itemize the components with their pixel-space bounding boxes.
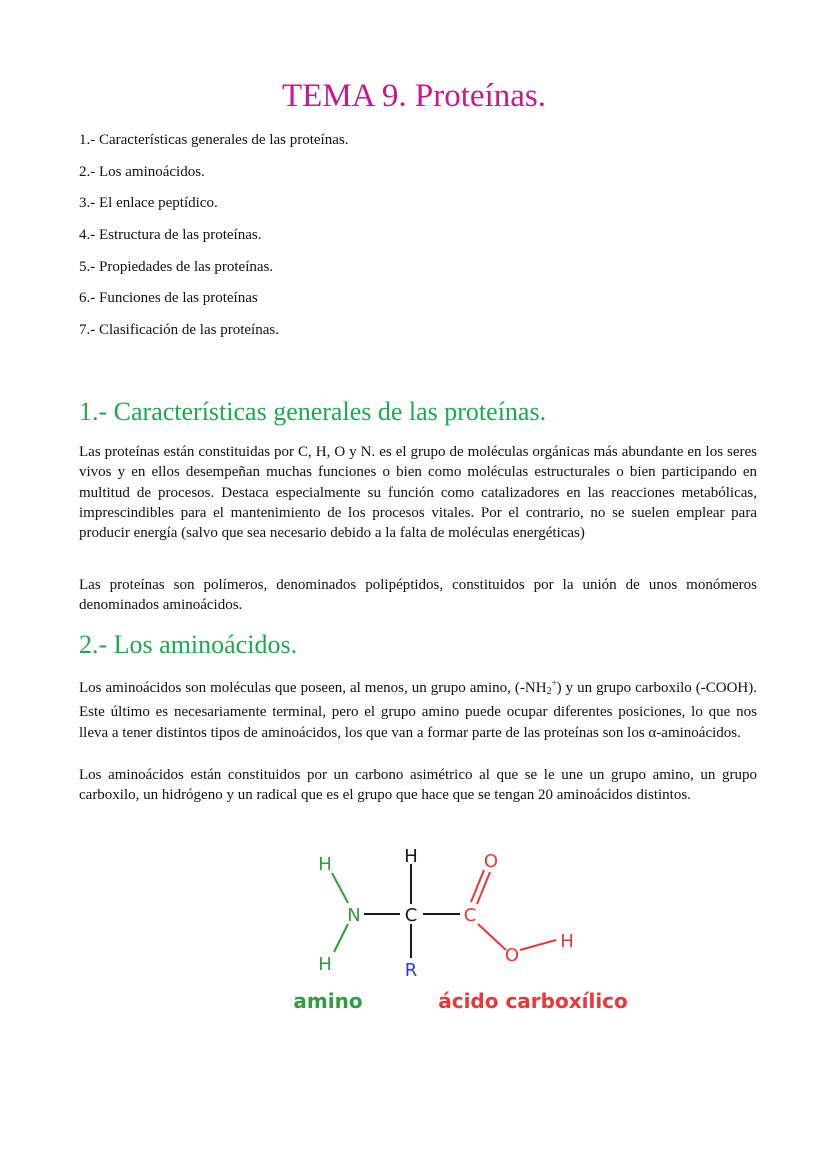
atom-h-top: H bbox=[404, 846, 418, 867]
bond-h-n-bottom bbox=[334, 924, 348, 952]
section-2-paragraph-1 bbox=[79, 673, 757, 743]
atom-c-carboxyl: C bbox=[463, 905, 477, 926]
atom-r: R bbox=[404, 960, 418, 981]
atom-o-double: O bbox=[483, 851, 499, 872]
atom-o-single: O bbox=[504, 945, 520, 966]
atom-h-amino-top: H bbox=[318, 854, 332, 875]
toc-item: 1.- Características generales de las proteínas. bbox=[79, 132, 349, 148]
amino-acid-diagram bbox=[280, 840, 640, 1020]
bond-h-n-top bbox=[332, 873, 348, 903]
label-amino: amino bbox=[293, 989, 363, 1013]
toc-item: 2.- Los aminoácidos. bbox=[79, 163, 205, 180]
section-2-heading: 2.- Los aminoácidos. bbox=[79, 630, 298, 659]
atom-n: N bbox=[347, 905, 361, 926]
toc-item: 6.- Funciones de las proteínas bbox=[79, 290, 258, 307]
atom-c-alpha: C bbox=[404, 905, 418, 926]
table-of-contents bbox=[79, 130, 759, 352]
toc-item: 3.- El enlace peptídico. bbox=[79, 195, 218, 212]
section-1-paragraph-2: Las proteínas son polímeros, denominados polipéptidos, constituidos por la unión de unos monómeros denominados aminoácidos. bbox=[79, 577, 757, 614]
toc-item: 7.- Clasificación de las proteínas. bbox=[79, 322, 279, 339]
label-carboxyl: ácido carboxílico bbox=[438, 989, 628, 1013]
atom-h-hydroxyl: H bbox=[560, 931, 574, 952]
subscript: 2 bbox=[546, 686, 552, 697]
bond-o-h bbox=[520, 940, 556, 950]
section-2-paragraph-2: Los aminoácidos están constituidos por un carbono asimétrico al que se le une un grupo amino, un grupo carboxilo, un hidrógeno y un radical que es el grupo que hace que se tengan 20 aminoácidos distintos. bbox=[79, 767, 757, 804]
atom-h-amino-bottom: H bbox=[318, 954, 332, 975]
superscript: + bbox=[551, 678, 557, 688]
toc-item: 4.- Estructura de las proteínas. bbox=[79, 227, 262, 244]
amino-acid-structure-figure bbox=[280, 840, 640, 1020]
bond-c-o-double-2 bbox=[477, 872, 490, 904]
paragraph-text: Los aminoácidos son moléculas que poseen, al menos, un grupo amino, (-NH bbox=[79, 680, 547, 696]
paragraph-text: ) y un grupo carboxilo (-COOH). Este último es necesariamente terminal, pero el grupo amino puede ocupar diferentes posiciones, lo que nos lleva a tener distintos tipos de aminoácidos, los que van a formar parte de las proteínas son los α-aminoácidos. bbox=[79, 680, 758, 741]
bond-c-o-single bbox=[478, 924, 506, 950]
toc-item: 5.- Propiedades de las proteínas. bbox=[79, 258, 274, 275]
section-1-heading: 1.- Características generales de las proteínas. bbox=[79, 397, 547, 426]
bond-c-o-double-1 bbox=[471, 870, 484, 902]
section-1-paragraph-1: Las proteínas están constituidas por C, H, O y N. es el grupo de moléculas orgánicas más abundante en los seres vivos y en ellos desempeñan muchas funciones o bien como moléculas estructurales o bien participando en multitud de procesos. Destaca especialmente su función como catalizadores en las reacciones metabólicas, imprescindibles para el mantenimiento de los procesos vitales. Por el contrario, no se suelen emplear para producir energía (salvo que sea necesario debido a la falta de moléculas energéticas) bbox=[79, 444, 757, 542]
page-title: TEMA 9. Proteínas. bbox=[282, 78, 546, 114]
